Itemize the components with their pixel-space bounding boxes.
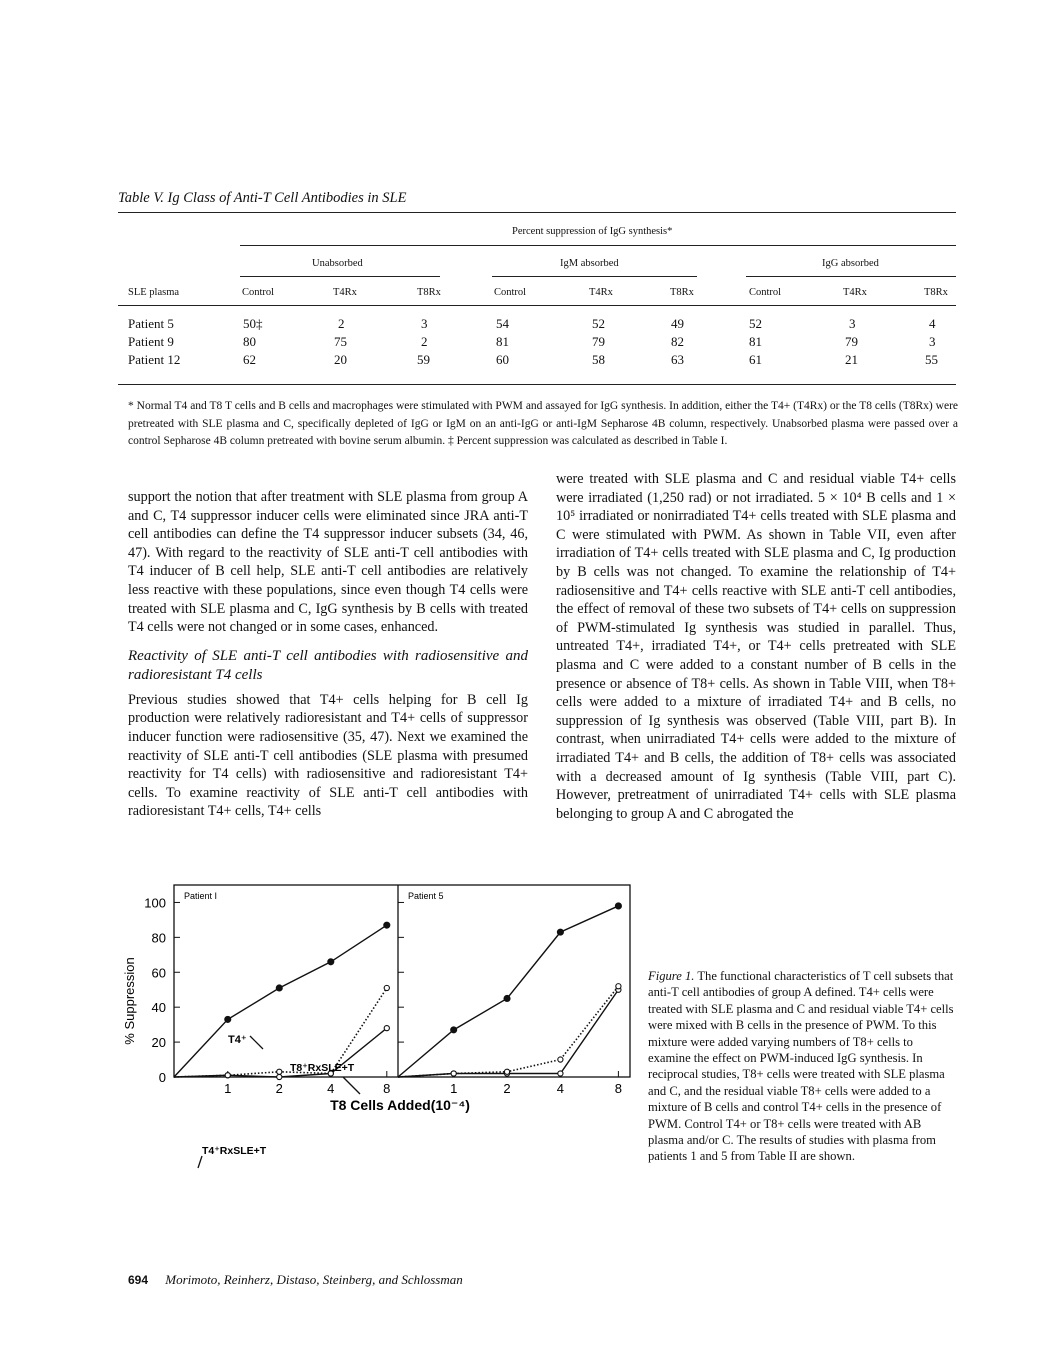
table-cell: 21 — [845, 352, 858, 367]
caption-text: The functional characteristics of T cell subsets that anti-T cell antibodies of group A defined. T4+ cells were treated with SLE plasma and C and residual viable T4+ cells were mixed with B cells in the presence of PWM. To this mixture were added varying numbers of T8+ cells to examine the effect on PWM-induced IgG synthesis. In reciprocal studies, T8+ cells were treated with SLE plasma and C, and the residual viable T8+ cells were added to a mixture of B cells and control T4+ cells in the presence of PWM. Control T4+ or T8+ cells were treated with AB plasma and/or C. The results of studies with plasma from patients 1 and 5 from Table II are shown. — [648, 969, 954, 1164]
y-tick-label: 60 — [151, 965, 166, 981]
table-cell: 79 — [845, 334, 858, 349]
table-cell: 4 — [929, 316, 936, 331]
y-tick-label: 40 — [151, 1000, 166, 1016]
series-line — [398, 990, 618, 1077]
col-header: T8Rx — [924, 287, 948, 298]
annotation-label: T4⁺ — [228, 1034, 247, 1046]
annotation-arrow — [343, 1077, 360, 1094]
y-tick-label: 0 — [158, 1070, 166, 1085]
col-header: Control — [749, 287, 782, 298]
x-tick-label: 8 — [614, 1081, 623, 1096]
table-cell: 52 — [749, 316, 762, 331]
table-cell: 55 — [925, 352, 938, 367]
col-header: Control — [242, 287, 275, 298]
table-spanner: Percent suppression of IgG synthesis* — [512, 226, 673, 237]
table-cell: 3 — [421, 316, 428, 331]
table-cell: 49 — [671, 316, 684, 331]
table-cell: 81 — [749, 334, 762, 349]
table-top-rule — [118, 212, 956, 213]
table-cell: 2 — [421, 334, 428, 349]
left-column — [128, 488, 528, 821]
group-igm-absorbed: IgM absorbed — [560, 258, 619, 269]
annotation-arrow — [250, 1036, 263, 1049]
x-tick-label: 4 — [327, 1081, 335, 1096]
right-column — [556, 470, 956, 823]
data-point — [558, 1071, 563, 1076]
data-point — [504, 995, 510, 1001]
data-point — [451, 1027, 457, 1033]
data-point — [276, 985, 282, 991]
data-point — [384, 985, 389, 990]
table-cell: 50‡ — [243, 316, 263, 331]
col-header: T4Rx — [589, 287, 613, 298]
y-axis-label: % Suppression — [122, 957, 137, 1045]
y-tick-label: 100 — [144, 895, 166, 911]
table-cell: 61 — [749, 352, 762, 367]
body-paragraph: support the notion that after treatment with SLE plasma from group A and C, T4 suppressor inducer cells were eliminated since JRA anti-T cell antibodies can define the T4 suppressor inducer subsets (34, 46, 47). With regard to the reactivity of SLE anti-T cell antibodies with T4 inducer of B cell help, SLE anti-T cell antibodies are relatively less reactive with these populations, since even though T4 cells were treated with SLE plasma and C, IgG synthesis by B cells with treated T4 cells were not changed or in some cases, enhanced. — [128, 489, 528, 636]
col-header: T4Rx — [843, 287, 867, 298]
y-tick-label: 80 — [151, 930, 166, 946]
data-point — [277, 1069, 282, 1074]
x-tick-label: 2 — [503, 1081, 511, 1096]
row-header: SLE plasma — [128, 287, 180, 298]
table-cell: 80 — [243, 334, 256, 349]
annotation-label: T8⁺RxSLE+T — [290, 1062, 355, 1074]
row-label: Patient 5 — [128, 316, 174, 331]
table-cell: 2 — [338, 316, 345, 331]
table-footnote: * Normal T4 and T8 T cells and B cells and macrophages were stimulated with PWM and assayed for IgG synthesis. In addition, either the T4+ (T4Rx) or the T8 cells (T8Rx) were pretreated with SLE plasma and C, specifically depleted of IgG or IgM on an anti-IgG or anti-IgM Sepharose 4B column, respectively. Unabsorbed plasma were passed over a control Sepharose 4B column pretreated with bovine serum albumin. ‡ Percent suppression was calculated as described in Table I. — [128, 400, 958, 447]
page-number: 694 — [128, 1273, 149, 1287]
x-tick-label: 1 — [224, 1081, 232, 1096]
chart-root — [122, 885, 630, 1168]
group-rule-1 — [240, 276, 440, 277]
row-label: Patient 12 — [128, 352, 181, 367]
series-line — [174, 988, 387, 1077]
data-point — [557, 929, 563, 935]
x-tick-label: 4 — [556, 1081, 565, 1096]
panel-title: Patient 5 — [408, 891, 444, 901]
data-point — [384, 922, 390, 928]
group-igg-absorbed: IgG absorbed — [822, 258, 879, 269]
caption-label: Figure 1. — [648, 969, 695, 983]
table-cell: 63 — [671, 352, 684, 367]
data-point — [225, 1016, 231, 1022]
annotation-label: T4⁺RxSLE+T — [202, 1145, 267, 1157]
x-axis-label: T8 Cells Added(10⁻⁴) — [330, 1097, 470, 1113]
data-point — [558, 1057, 563, 1062]
series-line — [398, 906, 618, 1077]
figure-caption — [648, 968, 958, 1165]
table-cell: 75 — [334, 334, 347, 349]
data-point — [615, 903, 621, 909]
table-cell: 59 — [417, 352, 430, 367]
table-cell: 81 — [496, 334, 509, 349]
table-title: Table V. Ig Class of Anti-T Cell Antibodies in SLE — [118, 190, 407, 206]
col-header: T8Rx — [417, 287, 441, 298]
data-point — [384, 1026, 389, 1031]
spanner-rule — [240, 245, 956, 246]
col-header: T4Rx — [333, 287, 357, 298]
data-point — [225, 1073, 230, 1078]
panel-title: Patient I — [184, 891, 218, 901]
group-rule-2 — [492, 276, 697, 277]
table-cell: 58 — [592, 352, 605, 367]
table-cell: 3 — [849, 316, 856, 331]
running-authors: Morimoto, Reinherz, Distaso, Steinberg, and Schlossman — [165, 1272, 463, 1287]
x-tick-label: 2 — [275, 1081, 283, 1096]
group-unabsorbed: Unabsorbed — [312, 258, 363, 269]
table-cell: 3 — [929, 334, 936, 349]
section-heading: Reactivity of SLE anti-T cell antibodies with radiosensitive and radioresistant T4 cells — [128, 647, 528, 683]
annotation-arrow — [198, 1156, 202, 1168]
col-header: T8Rx — [670, 287, 694, 298]
figure-chart — [110, 872, 640, 1212]
table-cell: 82 — [671, 334, 684, 349]
table-cell: 79 — [592, 334, 605, 349]
body-paragraph: Previous studies showed that T4+ cells helping for B cell Ig production were relatively radioresistant and T4+ cells of suppressor inducer function were radiosensitive (35, 47). Next we examined the reactivity of SLE anti-T cell antibodies (SLE plasma with presumed reactivity for T4 cells) with radiosensitive and radioresistant T4+ cells. To examine reactivity of SLE anti-T cell antibodies with radioresistant T4+ cells, T4+ cells — [128, 691, 528, 820]
x-tick-label: 8 — [383, 1081, 391, 1096]
table-cell: 54 — [496, 316, 509, 331]
table-cell: 60 — [496, 352, 509, 367]
data-point — [328, 959, 334, 965]
table-bottom-rule — [118, 384, 956, 385]
data-point — [277, 1074, 282, 1079]
header-rule — [118, 305, 956, 306]
y-tick-label: 20 — [151, 1035, 166, 1051]
body-paragraph: were treated with SLE plasma and C and residual viable T4+ cells were irradiated (1,250 rad) or not irradiated. 5 × 10⁴ B cells and 1 × 10⁵ irradiated or nonirradiated T4+ cells treated with SLE plasma and C were stimulated with PWM. As shown in Table VII, even after irradiation of T4+ cells treated with SLE plasma and C, Ig production by B cells was not changed. To examine the relationship of T4+ radiosensitive and T4+ cells reactive with SLE anti-T cell antibodies, the effect of removal of these two subsets of T4+ cells on suppression of PWM-stimulated Ig synthesis was studied in parallel. Thus, untreated T4+, irradiated T4+, or T4+ cells pretreated with SLE plasma and C were added to a constant number of B cells in the presence or absence of T8+ cells. As shown in Table VIII, when T8+ cells were added to a mixture of irradiated T4+ and B cells, no suppression of Ig synthesis was observed (Table VIII, part B). In contrast, when unirradiated T4+ cells were added to the mixture of irradiated T4+ and B cells, the addition of T8+ cells was associated with a decreased amount of Ig synthesis (Table VIII, part C). However, pretreatment of unirradiated T4+ cells with SLE plasma belonging to group A and C abrogated the — [556, 471, 956, 822]
data-point — [504, 1069, 509, 1074]
plot-frame — [174, 885, 630, 1077]
data-point — [451, 1071, 456, 1076]
page-footer — [128, 1272, 463, 1288]
group-rule-3 — [746, 276, 956, 277]
col-header: Control — [494, 287, 527, 298]
table-cell: 20 — [334, 352, 347, 367]
row-label: Patient 9 — [128, 334, 174, 349]
x-tick-label: 1 — [450, 1081, 458, 1096]
data-point — [616, 984, 621, 989]
table-cell: 62 — [243, 352, 256, 367]
table-cell: 52 — [592, 316, 605, 331]
